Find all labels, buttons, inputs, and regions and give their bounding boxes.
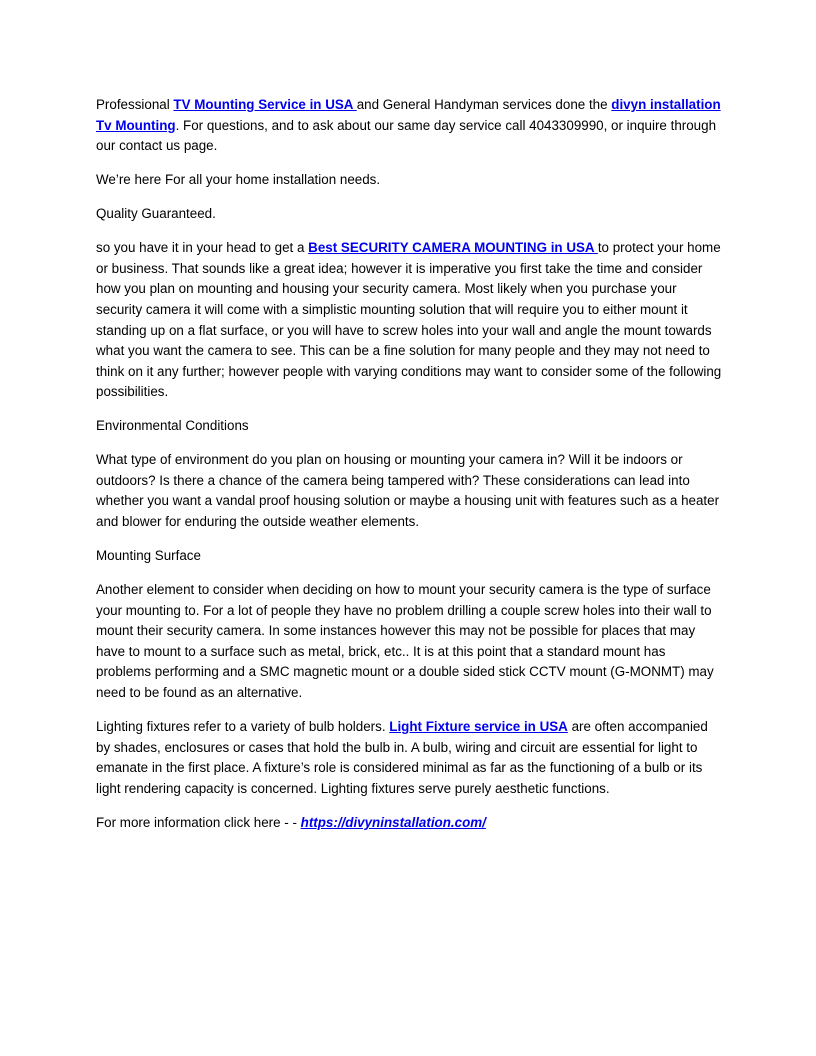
home-installation-paragraph: We’re here For all your home installation needs.: [96, 172, 381, 188]
more-info-paragraph: [96, 813, 722, 834]
quality-guaranteed-paragraph: Quality Guaranteed.: [96, 206, 216, 222]
mounting-surface-paragraph: Another element to consider when deciding on how to mount your security camera is the type of surface your mounting to. For a lot of people they have no problem drilling a couple screw holes into their wall to mount their security camera. In some instances however this may not be possible for places that may have to mount to a surface such as metal, brick, etc.. It is at this point that a standard mount has problems performing and a SMC magnetic mount or a double sided stick CCTV mount (G-MONMT) may need to be found as an alternative.: [96, 582, 714, 700]
lighting-text-1: Lighting fixtures refer to a variety of bulb holders.: [96, 718, 390, 734]
security-camera-paragraph: [96, 238, 722, 403]
more-info-text: For more information click here - -: [96, 814, 301, 830]
lighting-fixtures-paragraph: [96, 717, 722, 799]
intro-paragraph: [96, 95, 722, 157]
tv-mounting-service-link[interactable]: TV Mounting Service in USA: [173, 97, 357, 112]
security-text-2: to protect your home or business. That sounds like a great idea; however it is imperative you first take the time and consider how you plan on mounting and housing your security camera. Most likely when you purchase your security camera it will come with a simplistic mounting solution that will require you to either mount it standing up on a flat surface, or you will have to screw holes into your wall and angle the mount towards what you want the camera to see. This can be a fine solution for many people and they may not need to think on it any further; however people with varying conditions may want to consider some of the following possibilities.: [96, 240, 722, 400]
light-fixture-service-link[interactable]: Light Fixture service in USA: [389, 718, 568, 734]
lighting-text-2: are often accompanied by shades, enclosures or cases that hold the bulb in. A bulb, wiring and circuit are essential for light to emanate in the first place. A fixture’s role is considered minimal as far as the functioning of a bulb or its light rendering capacity is concerned. Lighting fixtures serve purely aesthetic functions.: [96, 718, 708, 796]
security-camera-mounting-link[interactable]: Best SECURITY CAMERA MOUNTING in USA: [308, 240, 598, 256]
intro-text-1: Professional: [96, 97, 174, 112]
website-link[interactable]: https://divyninstallation.com/: [300, 814, 486, 830]
environment-paragraph: What type of environment do you plan on housing or mounting your camera in? Will it be indoors or outdoors? Is there a chance of the camera being tampered with? These considerations can lead into whether you want a vandal proof housing solution or maybe a housing unit with features such as a heater and blower for enduring the outside weather elements.: [96, 452, 720, 530]
divyn-installation-link[interactable]: divyn installation Tv Mounting: [96, 97, 721, 133]
document-body: [96, 95, 722, 847]
security-text-1: so you have it in your head to get a: [96, 240, 309, 256]
mounting-surface-heading: Mounting Surface: [96, 548, 201, 564]
intro-text-2: and General Handyman services done the: [356, 97, 612, 112]
intro-text-3: . For questions, and to ask about our same day service call 4043309990, or inquire through our contact us page.: [96, 117, 717, 154]
environmental-conditions-heading: Environmental Conditions: [96, 418, 249, 434]
